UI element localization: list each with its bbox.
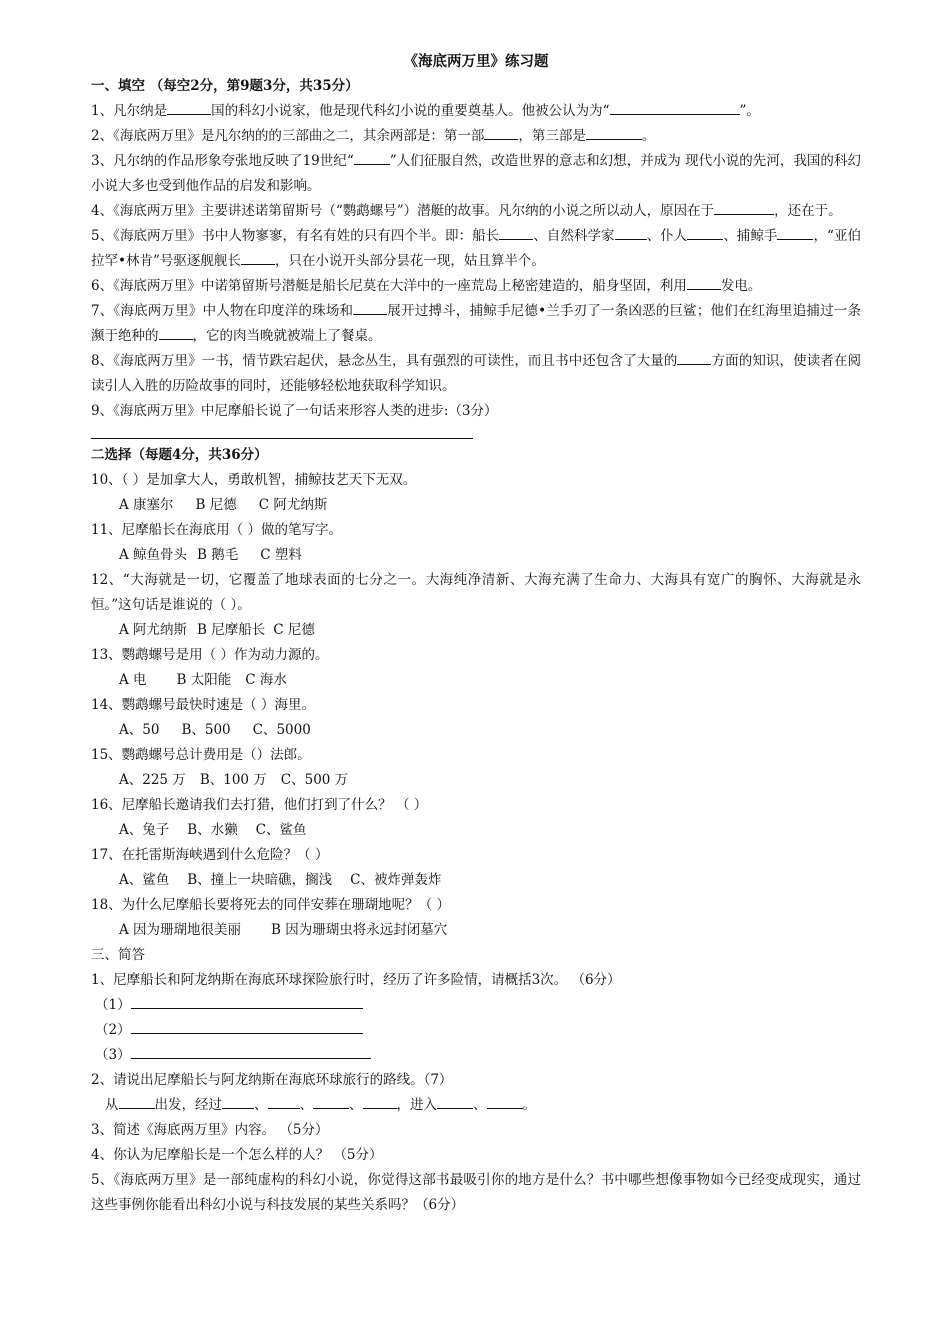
answer-blank[interactable] [241, 251, 275, 265]
question-4: 4、《海底两万里》主要讲述诺第留斯号（“鹦鹉螺号”）潜艇的故事。凡尔纳的小说之所以动人，原因在于 ，还在于。 [91, 203, 842, 219]
option-c[interactable]: C、鲨鱼 [255, 822, 307, 838]
worksheet-page [91, 52, 861, 1218]
question-10: 10、（ ）是加拿大人，勇敢机智，捕鲸技艺天下无双。 [91, 472, 417, 488]
question-16: 16、尼摩船长邀请我们去打猎，他们打到了什么？ （ ） [91, 797, 428, 813]
sub-answer-1: （1） [91, 993, 861, 1018]
section-1-heading: 一、填空 （每空2分，第9题3分，共35分） [91, 78, 359, 94]
option-a[interactable]: A、兔子 [119, 822, 170, 838]
answer-blank[interactable] [615, 226, 647, 240]
question-6: 6、《海底两万里》中诺第留斯号潜艇是船长尼莫在大洋中的一座荒岛上秘密建造的，船身坚固，利用 发电。 [91, 278, 762, 294]
answer-line[interactable] [131, 1045, 371, 1059]
option-a[interactable]: A、50 [119, 722, 160, 738]
question-7: 7、《海底两万里》中人物在印度洋的珠场和 展开过搏斗，捕鲸手尼德•兰手刃了一条凶恶的巨鲨；他们在红海里追捕过一条濒于绝种的 ，它的肉当晚就被端上了餐桌。 [91, 303, 861, 344]
answer-blank[interactable] [437, 1095, 473, 1109]
options-13 [91, 668, 861, 693]
option-b[interactable]: B 尼德 [195, 497, 237, 513]
question-3: 3、凡尔纳的作品形象夸张地反映了19世纪“ ”人们征服自然，改造世界的意志和幻想，并成为 现代小说的先河，我国的科幻小说大多也受到他作品的启发和影响。 [91, 153, 861, 194]
option-b[interactable]: B、撞上一块暗礁，搁浅 [187, 872, 333, 888]
option-c[interactable]: C、被炸弹轰炸 [350, 872, 442, 888]
answer-blank[interactable] [714, 201, 774, 215]
option-b[interactable]: B 因为珊瑚虫将永远封闭墓穴 [271, 922, 448, 938]
answer-blank[interactable] [363, 1095, 397, 1109]
question-8: 8、《海底两万里》一书，情节跌宕起伏，悬念丛生，具有强烈的可读性，而且书中还包含了大量的 方面的知识，使读者在阅读引人入胜的历险故事的同时，还能够轻松地获取科学知识。 [91, 353, 861, 394]
answer-blank[interactable] [484, 126, 518, 140]
answer-blank[interactable] [313, 1095, 349, 1109]
sub-answer-2: （2） [91, 1018, 861, 1043]
question-2: 2、《海底两万里》是凡尔纳的的三部曲之二，其余两部是：第一部 ，第三部是 。 [91, 128, 656, 144]
question-9: 9、《海底两万里》中尼摩船长说了一句话来形容人类的进步:（3分） [91, 403, 498, 419]
short-answer-4: 4、你认为尼摩船长是一个怎么样的人？ （5分） [91, 1147, 383, 1163]
answer-blank[interactable] [487, 1095, 523, 1109]
answer-blank[interactable] [159, 326, 193, 340]
option-a[interactable]: A 电 [119, 672, 147, 688]
option-c[interactable]: C 阿尤纳斯 [258, 497, 328, 513]
question-11: 11、尼摩船长在海底用（ ）做的笔写字。 [91, 522, 342, 538]
options-16 [91, 818, 861, 843]
option-b[interactable]: B、水獭 [187, 822, 238, 838]
question-13: 13、鹦鹉螺号是用（ ）作为动力源的。 [91, 647, 329, 663]
option-c[interactable]: C 塑料 [260, 547, 302, 563]
option-c[interactable]: C 尼德 [273, 622, 315, 638]
answer-blank[interactable] [354, 151, 390, 165]
question-5: 5、《海底两万里》书中人物寥寥，有名有姓的只有四个半。即：船长 、自然科学家 、仆人 、捕鲸手 ，“亚伯拉罕•林肯”号驱逐舰舰长 ，只在小说开头部分昙花一现，姑且算半个。 [91, 228, 862, 269]
short-answer-5: 5、《海底两万里》是一部纯虚构的科幻小说，你觉得这部书最吸引你的地方是什么？书中哪些想像事物如今已经变成现实，通过这些事例你能看出科幻小说与科技发展的某些关系吗？（6分） [91, 1172, 861, 1213]
option-a[interactable]: A、鲨鱼 [119, 872, 170, 888]
options-10 [91, 493, 861, 518]
question-12: 12、“大海就是一切，它覆盖了地球表面的七分之一。大海纯净清新、大海充满了生命力、大海具有宽广的胸怀、大海就是永恒。”这句话是谁说的（ ）。 [91, 572, 861, 613]
page-title: 《海底两万里》练习题 [403, 53, 549, 70]
option-b[interactable]: B 尼摩船长 [197, 622, 266, 638]
answer-blank[interactable] [586, 126, 642, 140]
answer-blank[interactable] [222, 1095, 254, 1109]
question-15: 15、鹦鹉螺号总计费用是（）法郎。 [91, 747, 311, 763]
answer-blank[interactable] [610, 101, 740, 115]
option-c[interactable]: C 海水 [245, 672, 287, 688]
answer-blank[interactable] [353, 301, 387, 315]
answer-blank[interactable] [268, 1095, 300, 1109]
route-line: 从 出发，经过 、 、 、 ，进入 、 。 [105, 1097, 536, 1113]
option-b[interactable]: B 太阳能 [176, 672, 232, 688]
option-a[interactable]: A、225 万 [119, 772, 186, 788]
short-answer-1: 1、尼摩船长和阿龙纳斯在海底环球探险旅行时，经历了许多险情，请概括3次。 （6分） [91, 972, 621, 988]
question-1: 1、凡尔纳是 国的科幻小说家，他是现代科幻小说的重要奠基人。他被公认为为“ ”。 [91, 103, 760, 119]
option-a[interactable]: A 康塞尔 [119, 497, 174, 513]
answer-blank[interactable] [777, 226, 813, 240]
answer-blank[interactable] [167, 101, 211, 115]
question-17: 17、在托雷斯海峡遇到什么危险？（ ） [91, 847, 329, 863]
options-18 [91, 918, 861, 943]
answer-blank[interactable] [687, 226, 723, 240]
short-answer-2: 2、请说出尼摩船长与阿龙纳斯在海底环球旅行的路线。（7） [91, 1072, 453, 1088]
option-a[interactable]: A 鲸鱼骨头 [119, 547, 188, 563]
option-b[interactable]: B、500 [181, 722, 231, 738]
option-c[interactable]: C、500 万 [280, 772, 349, 788]
option-a[interactable]: A 阿尤纳斯 [119, 622, 188, 638]
answer-line[interactable] [131, 995, 363, 1009]
answer-blank[interactable] [687, 276, 721, 290]
options-11 [91, 543, 861, 568]
sub-answer-3: （3） [91, 1043, 861, 1068]
question-18: 18、为什么尼摩船长要将死去的同伴安葬在珊瑚地呢？（ ） [91, 897, 450, 913]
option-a[interactable]: A 因为珊瑚地很美丽 [119, 922, 242, 938]
options-14 [91, 718, 861, 743]
answer-blank[interactable] [499, 226, 533, 240]
answer-line[interactable] [91, 424, 473, 439]
section-3-heading: 三、简答 [91, 947, 145, 963]
short-answer-3: 3、简述《海底两万里》内容。 （5分） [91, 1122, 329, 1138]
options-17 [91, 868, 861, 893]
options-12 [91, 618, 861, 643]
answer-line[interactable] [131, 1020, 363, 1034]
answer-blank[interactable] [677, 351, 711, 365]
option-b[interactable]: B 鹅毛 [197, 547, 239, 563]
question-14: 14、鹦鹉螺号最快时速是（ ）海里。 [91, 697, 315, 713]
option-c[interactable]: C、5000 [252, 722, 311, 738]
answer-blank[interactable] [119, 1095, 155, 1109]
option-b[interactable]: B、100 万 [199, 772, 267, 788]
section-2-heading: 二选择（每题4分，共36分） [91, 447, 268, 463]
options-15 [91, 768, 861, 793]
